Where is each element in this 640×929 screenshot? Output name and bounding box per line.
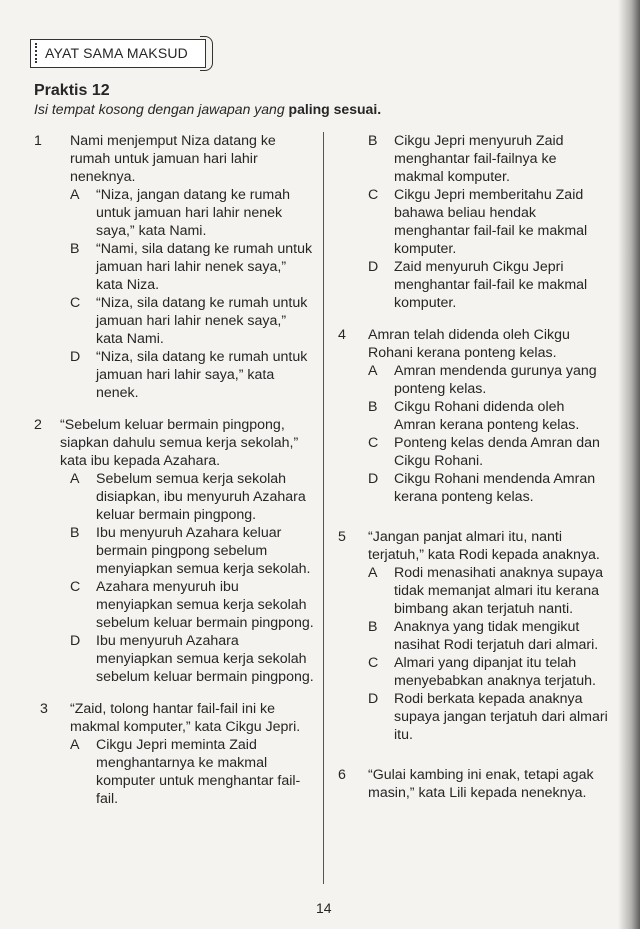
header-dots-decoration: [35, 43, 40, 63]
option-text: Sebelum semua kerja sekolah disiapkan, ibu menyuruh Azahara keluar bermain pingpong.: [96, 471, 306, 523]
option-c[interactable]: [368, 654, 608, 690]
option-c[interactable]: [368, 434, 608, 470]
question-number: 1: [34, 133, 42, 149]
question-stem: “Zaid, tolong hantar fail-fail ini ke makmal komputer,” kata Cikgu Jepri.: [70, 701, 301, 735]
option-c[interactable]: [368, 186, 608, 258]
option-a[interactable]: [70, 470, 314, 524]
option-letter: B: [70, 241, 80, 257]
page-number: 14: [316, 900, 332, 916]
option-letter: D: [70, 633, 81, 649]
option-text: Cikgu Jepri meminta Zaid menghantarnya ke makmal komputer untuk menghantar fail-fail.: [96, 737, 301, 807]
scroll-curl-decoration: [200, 36, 213, 71]
option-text: Amran mendenda gurunya yang ponteng kelas.: [394, 363, 597, 397]
option-letter: D: [368, 259, 379, 275]
question-number: 5: [338, 529, 346, 545]
option-letter: A: [368, 565, 378, 581]
option-b[interactable]: [368, 398, 608, 434]
option-c[interactable]: [70, 578, 314, 632]
option-text: Cikgu Rohani didenda oleh Amran kerana ponteng kelas.: [394, 399, 580, 433]
option-text: Azahara menyuruh ibu menyiapkan semua kerja sekolah sebelum keluar bermain pingpong.: [96, 579, 314, 631]
option-text: Anaknya yang tidak mengikut nasihat Rodi terjatuh dari almari.: [394, 619, 599, 653]
option-b[interactable]: [368, 132, 608, 186]
option-text: Rodi menasihati anaknya supaya tidak memanjat almari itu kerana bimbang akan terjatuh nanti.: [394, 565, 604, 617]
option-text: “Nami, sila datang ke rumah untuk jamuan hari lahir nenek saya,” kata Niza.: [96, 241, 313, 293]
option-text: Ibu menyuruh Azahara keluar bermain pingpong sebelum menyiapkan semua kerja sekolah.: [96, 525, 311, 577]
left-column: [34, 132, 314, 818]
option-c[interactable]: [70, 294, 314, 348]
question-number: 6: [338, 767, 346, 783]
question-stem: Nami menjemput Niza datang ke rumah untuk jamuan hari lahir neneknya.: [70, 133, 276, 185]
question-number: 3: [40, 701, 48, 717]
option-d[interactable]: [368, 690, 608, 744]
question-4: [338, 326, 608, 506]
option-d[interactable]: [70, 632, 314, 686]
option-text: “Niza, jangan datang ke rumah untuk jamuan hari lahir nenek saya,” kata Nami.: [96, 187, 291, 239]
option-letter: B: [70, 525, 80, 541]
option-letter: D: [70, 349, 81, 365]
question-stem: Amran telah didenda oleh Cikgu Rohani kerana ponteng kelas.: [368, 327, 570, 361]
option-letter: A: [70, 187, 80, 203]
question-number: 4: [338, 327, 346, 343]
column-divider: [323, 132, 324, 884]
question-stem: “Sebelum keluar bermain pingpong, siapkan dahulu semua kerja sekolah,” kata ibu kepada Azahara.: [60, 417, 299, 469]
option-letter: B: [368, 133, 378, 149]
option-a[interactable]: [70, 186, 314, 240]
option-letter: B: [368, 619, 378, 635]
option-b[interactable]: [70, 240, 314, 294]
option-text: Cikgu Rohani mendenda Amran kerana ponteng kelas.: [394, 471, 596, 505]
question-3-continued: [338, 132, 608, 312]
option-a[interactable]: [368, 564, 608, 618]
instruction-emphasis: paling sesuai.: [288, 101, 382, 117]
option-letter: D: [368, 691, 379, 707]
instruction-text: Isi tempat kosong dengan jawapan yang: [34, 101, 285, 117]
option-letter: C: [368, 187, 379, 203]
option-text: Cikgu Jepri memberitahu Zaid bahawa beliau hendak menghantar fail-fail ke makmal komputer.: [394, 187, 588, 257]
option-text: “Niza, sila datang ke rumah untuk jamuan hari lahir nenek saya,” kata Nami.: [96, 295, 308, 347]
section-title: AYAT SAMA MAKSUD: [45, 45, 188, 61]
option-a[interactable]: [368, 362, 608, 398]
option-d[interactable]: [368, 470, 608, 506]
option-letter: B: [368, 399, 378, 415]
option-text: Zaid menyuruh Cikgu Jepri menghantar fail-fail ke makmal komputer.: [394, 259, 588, 311]
practice-title: Praktis 12: [34, 82, 110, 99]
right-column: [338, 132, 608, 812]
option-letter: C: [368, 435, 379, 451]
option-text: “Niza, sila datang ke rumah untuk jamuan hari lahir saya,” kata nenek.: [96, 349, 308, 401]
option-letter: D: [368, 471, 379, 487]
option-letter: A: [70, 737, 80, 753]
option-b[interactable]: [368, 618, 608, 654]
option-b[interactable]: [70, 524, 314, 578]
question-3: [34, 700, 314, 808]
question-5: [338, 528, 608, 744]
instruction: [34, 101, 381, 117]
option-letter: C: [70, 579, 81, 595]
question-stem: “Jangan panjat almari itu, nanti terjatuh,” kata Rodi kepada anaknya.: [368, 529, 600, 563]
question-2: [34, 416, 314, 686]
section-header-box: [30, 39, 206, 68]
option-d[interactable]: [368, 258, 608, 312]
question-6: [338, 766, 608, 802]
option-letter: A: [368, 363, 378, 379]
option-d[interactable]: [70, 348, 314, 402]
question-number: 2: [34, 417, 42, 433]
option-letter: C: [368, 655, 379, 671]
option-text: Cikgu Jepri menyuruh Zaid menghantar fail-failnya ke makmal komputer.: [394, 133, 564, 185]
option-text: Almari yang dipanjat itu telah menyebabkan anaknya terjatuh.: [394, 655, 596, 689]
option-text: Ponteng kelas denda Amran dan Cikgu Rohani.: [394, 435, 600, 469]
question-stem: “Gulai kambing ini enak, tetapi agak masin,” kata Lili kepada neneknya.: [368, 767, 594, 801]
option-letter: A: [70, 471, 80, 487]
page-edge-shadow: [618, 0, 640, 929]
option-text: Ibu menyuruh Azahara menyiapkan semua kerja sekolah sebelum keluar bermain pingpong.: [96, 633, 314, 685]
option-a[interactable]: [70, 736, 314, 808]
question-1: [34, 132, 314, 402]
option-text: Rodi berkata kepada anaknya supaya jangan terjatuh dari almari itu.: [394, 691, 608, 743]
option-letter: C: [70, 295, 81, 311]
